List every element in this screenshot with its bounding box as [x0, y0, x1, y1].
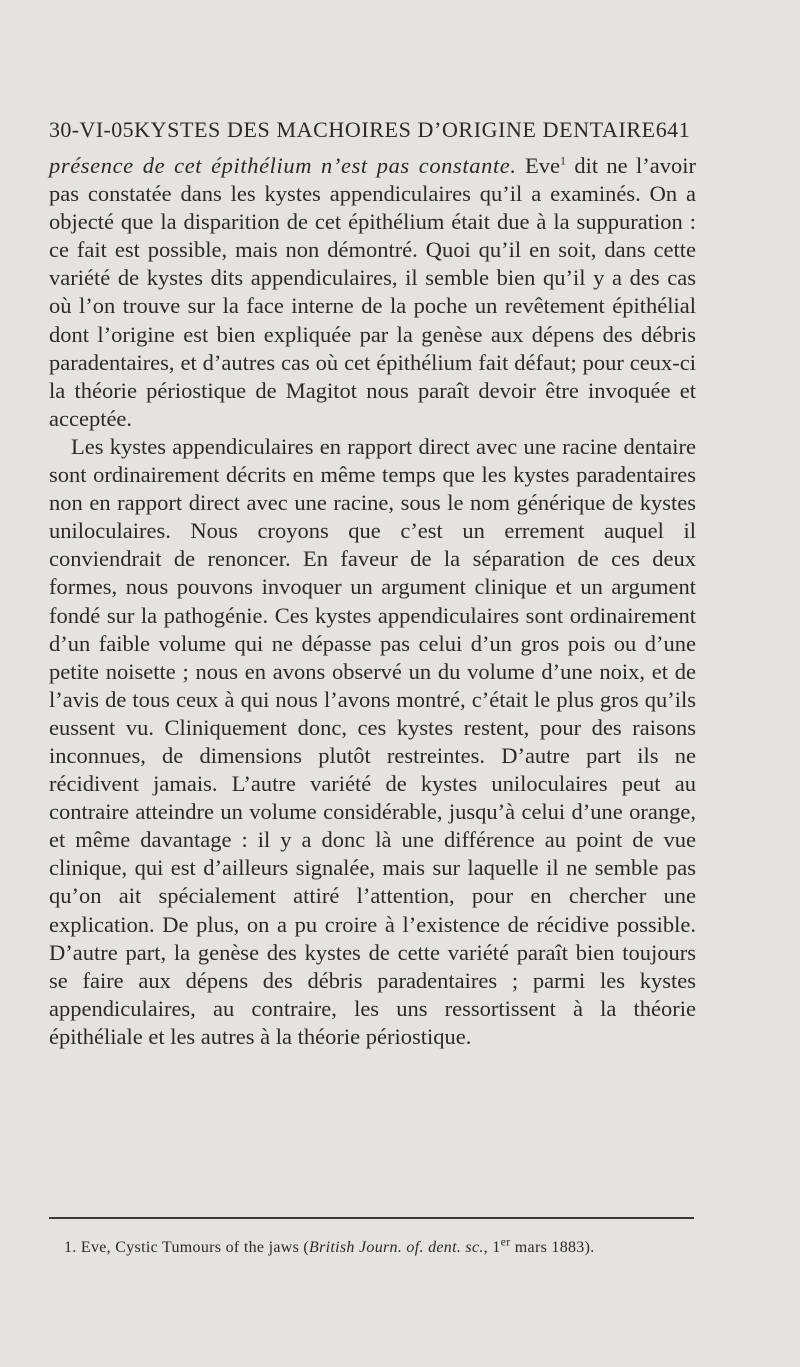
footnote-divider	[49, 1217, 694, 1219]
footnote-number: 1.	[64, 1239, 77, 1256]
page-number: 641	[655, 117, 690, 142]
footnote-text-b: , 1	[483, 1239, 501, 1256]
body-text	[49, 152, 696, 1051]
footnote-reference: 1	[559, 153, 566, 168]
paragraph-1-text-b: dit ne l’avoir pas constatée dans les kystes appendiculaires qu’il a examinés. On a objecté que la disparition de cet épithélium était due à la suppuration : ce fait est possible, mais non démontré. Quoi qu’il en soit, dans cette variété de kystes dits appendiculaires, il semble bien qu’il y a des cas où l’on trouve sur la face interne de la poche un revêtement épithélial dont l’origine est bien expliquée par la genèse aux dépens des débris paradentaires, et d’autres cas où cet épithélium fait défaut; pour ceux-ci la théorie périostique de Magitot nous paraît devoir être invoquée et acceptée.	[49, 153, 696, 431]
paragraph-1	[49, 152, 696, 433]
footnote-superscript: er	[500, 1234, 511, 1249]
header-date: 30-VI-05	[49, 117, 135, 142]
footnote	[64, 1234, 704, 1258]
italic-phrase: présence de cet épithélium n’est pas constante.	[49, 153, 517, 178]
footnote-journal: British Journ. of. dent. sc.	[309, 1239, 484, 1256]
running-header	[49, 117, 690, 143]
footnote-text-c: mars 1883).	[510, 1239, 595, 1256]
paragraph-1-text-a: Eve	[516, 153, 560, 178]
header-title: KYSTES DES MACHOIRES D’ORIGINE DENTAIRE	[134, 117, 656, 142]
footnote-text-a: Eve, Cystic Tumours of the jaws (	[76, 1239, 310, 1256]
paragraph-2: Les kystes appendiculaires en rapport direct avec une racine dentaire sont ordinairement décrits en même temps que les kystes paradentaires non en rapport direct avec une racine, sous le nom générique de kystes uniloculaires. Nous croyons que c’est un errement auquel il conviendrait de renoncer. En faveur de la séparation de ces deux formes, nous pouvons invoquer un argument clinique et un argument fondé sur la pathogénie. Ces kystes appendiculaires sont ordinairement d’un faible volume qui ne dépasse pas celui d’un gros pois ou d’une petite noisette ; nous en avons observé un du volume d’une noix, et de l’avis de tous ceux à qui nous l’avons montré, c’était le plus gros qu’ils eussent vu. Cliniquement donc, ces kystes restent, pour des raisons inconnues, de dimensions plutôt restreintes. D’autre part ils ne récidivent jamais. L’autre variété de kystes uniloculaires peut au contraire atteindre un volume considérable, jusqu’à celui d’une orange, et même davantage : il y a donc là une différence au point de vue clinique, qui est d’ailleurs signalée, mais sur laquelle il ne semble pas qu’on ait spécialement attiré l’attention, pour en chercher une explication. De plus, on a pu croire à l’existence de récidive possible. D’autre part, la genèse des kystes de cette variété paraît bien toujours se faire aux dépens des débris paradentaires ; parmi les kystes appendiculaires, au contraire, les uns ressortissent à la théorie épithéliale et les autres à la théorie périostique.	[49, 433, 696, 1049]
